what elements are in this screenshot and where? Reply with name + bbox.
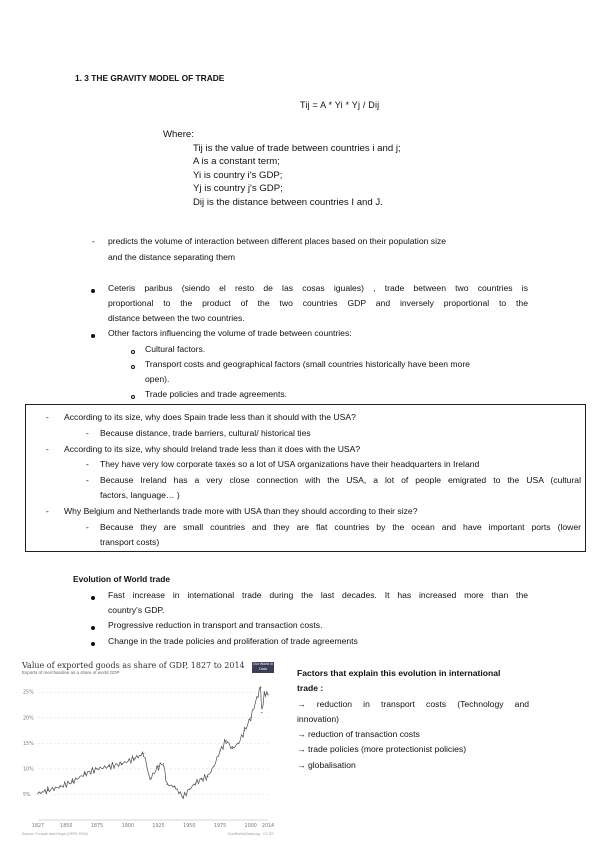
dash-marker: - [86, 475, 89, 485]
evolution-line: Progressive reduction in transport and transaction costs. [108, 620, 323, 630]
chart-svg [22, 660, 274, 832]
dash-point-line: and the distance separating them [108, 252, 236, 262]
sub-bullet-text: Transport costs and geographical factors (small countries historically have been more [145, 359, 470, 369]
evolution-line: country's GDP. [108, 605, 165, 615]
chart-data-point [47, 790, 48, 791]
chart-data-point [219, 750, 220, 751]
ceteris-line: distance between the two countries. [108, 313, 245, 323]
where-line: Tij is the value of trade between countries i and j; [193, 142, 401, 154]
chart-logo: Our World in Data [252, 662, 274, 671]
factors-item: → reduction in transport costs (Technology and [297, 698, 529, 709]
factors-heading: Factors that explain this evolution in international [297, 668, 501, 678]
evolution-line: Fast increase in international trade during the last decades. It has increased more than the [108, 590, 528, 600]
chart-data-point [158, 766, 159, 767]
qa-answer: transport costs) [100, 537, 160, 547]
chart-data-point [207, 776, 208, 777]
chart-x-tick-label: 2014 [261, 824, 274, 829]
chart-data-point [250, 717, 251, 718]
where-line: Dij is the distance between countries I and J. [193, 197, 383, 209]
factors-item: innovation) [297, 713, 340, 724]
qa-question: According to its size, why does Spain trade less than it should with the USA? [64, 412, 356, 422]
sub-bullet-circle [131, 350, 135, 354]
chart-x-tick-label: 1975 [213, 824, 227, 829]
chart-data-point [72, 781, 73, 782]
chart-data-point [121, 763, 122, 764]
chart-data-point [226, 740, 227, 741]
chart-data-point [174, 786, 175, 787]
where-label: Where: [163, 129, 194, 140]
qa-answer: They have very low corporate taxes so a lot of USA organizations have their headquarters in Ireland [100, 459, 480, 469]
chart-data-point [244, 730, 245, 731]
dash-marker: - [86, 522, 89, 532]
chart-data-point [60, 786, 61, 787]
other-factors-line: Other factors influencing the volume of trade between countries: [108, 328, 352, 338]
chart-data-point [84, 773, 85, 774]
dash-marker: - [86, 428, 89, 438]
chart-y-tick-label: 5% [23, 792, 31, 798]
chart-x-tick-label: 1950 [183, 824, 196, 829]
bullet-dot [91, 596, 95, 600]
chart-data-point [133, 758, 134, 759]
sub-bullet-text: open). [145, 374, 170, 384]
where-block [163, 128, 401, 210]
chart-data-point [261, 712, 262, 713]
chart-data-point [232, 748, 233, 749]
ceteris-line: proportional to the product of the two countries GDP and inversely proportional to the [108, 298, 528, 308]
qa-question: According to its size, why should Ireland trade less than it does with the USA? [64, 444, 361, 454]
qa-question: Why Belgium and Netherlands trade more with USA than they should according to their size? [64, 506, 418, 516]
chart-x-tick-label: 1827 [31, 824, 45, 829]
chart-y-tick-label: 25% [23, 690, 34, 696]
chart-data-point [183, 796, 184, 797]
chart-data-point [143, 753, 144, 754]
trade-chart [22, 660, 274, 838]
chart-data-point [96, 768, 97, 769]
sub-bullet-text: Trade policies and trade agreements. [145, 389, 288, 399]
chart-y-tick-label: 20% [23, 716, 34, 722]
factors-heading: trade : [297, 683, 324, 694]
chart-data-point [264, 692, 265, 693]
chart-data-point [109, 766, 110, 767]
chart-y-tick-label: 10% [23, 767, 34, 773]
sub-bullet-circle [131, 365, 135, 369]
factors-item: → trade policies (more protectionist policies) [297, 744, 467, 755]
chart-data-point [37, 793, 38, 794]
bullet-dot [91, 289, 95, 293]
chart-footer-source: Source: Fouquin and Hugot (CEPII 2016) [22, 832, 88, 836]
chart-data-point [260, 687, 261, 688]
chart-data-point [267, 694, 268, 695]
chart-x-tick-label: 1900 [121, 824, 134, 829]
chart-x-tick-label: 1875 [90, 824, 104, 829]
dash-marker: - [46, 444, 49, 454]
chart-x-tick-label: 1925 [152, 824, 165, 829]
sub-bullet-text: Cultural factors. [145, 344, 206, 354]
chart-y-tick-label: 15% [23, 741, 34, 747]
gravity-formula: Tij = A * Yi * Yj / Dij [300, 100, 380, 110]
chart-data-point [163, 763, 164, 764]
chart-footer-license: OurWorldInData.org · CC BY [227, 832, 274, 836]
factors-item: → globalisation [297, 759, 356, 770]
bullet-dot [91, 642, 95, 646]
chart-x-tick-label: 2000 [244, 824, 257, 829]
dash-marker: - [46, 412, 49, 422]
where-line: Yi is country i's GDP; [193, 169, 283, 181]
ceteris-line: Ceteris paribus (siendo el resto de las cosas iguales) , trade between two countries is [108, 283, 528, 293]
qa-answer: Because distance, trade barriers, cultural/ historical ties [100, 428, 311, 438]
chart-subtitle: Exports of merchandise as a share of world GDP [22, 670, 120, 675]
chart-title: Value of exported goods as share of GDP, 1827 to 2014 [22, 661, 245, 670]
qa-answer: factors, language… ) [100, 490, 180, 500]
dash-marker: - [92, 236, 95, 246]
chart-data-point [195, 783, 196, 784]
evolution-title: Evolution of World trade [73, 574, 171, 584]
chart-data-point [167, 784, 168, 785]
chart-data-point [149, 779, 150, 780]
chart-data-point [189, 789, 190, 790]
factors-block [297, 666, 529, 773]
dash-marker: - [46, 506, 49, 516]
chart-data-point [213, 766, 214, 767]
dash-point-line: predicts the volume of interaction between different places based on their population size [108, 236, 447, 246]
where-line: A is a constant term; [193, 156, 280, 168]
section-title: 1. 3 THE GRAVITY MODEL OF TRADE [75, 73, 225, 83]
chart-x-tick-label: 1850 [60, 824, 73, 829]
bullet-dot [91, 626, 95, 630]
sub-bullet-circle [131, 395, 135, 399]
chart-data-point [201, 779, 202, 780]
chart-data-point [256, 697, 257, 698]
dash-marker: - [86, 459, 89, 469]
where-line: Yj is country j's GDP; [193, 183, 283, 195]
qa-answer: Because Ireland has a very close connection with the USA, a lot of people emigrated to the USA (cultural [100, 475, 581, 485]
factors-item: → reduction of transaction costs [297, 729, 420, 740]
bullet-dot [91, 334, 95, 338]
chart-data-point [238, 743, 239, 744]
qa-answer: Because they are small countries and they are flat countries by the ocean and have important ports (lower [100, 522, 581, 532]
evolution-line: Change in the trade policies and proliferation of trade agreements [108, 636, 358, 646]
